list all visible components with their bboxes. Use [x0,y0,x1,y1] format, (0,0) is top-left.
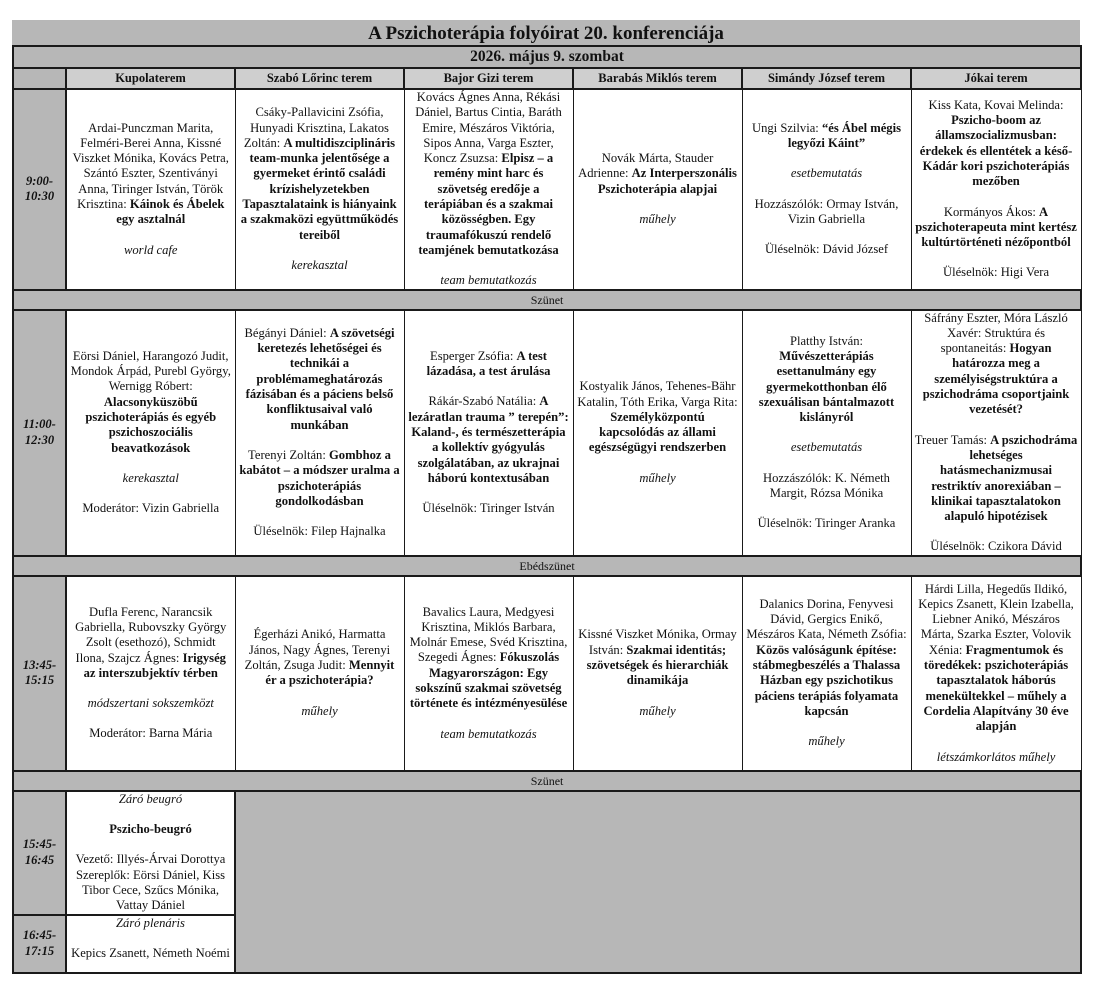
session-authors: Dufla Ferenc, Narancsik Gabriella, Rubovszky György Zsolt (esethozó), Schmidt Ilona, Szajcz Ágnes: [75,604,227,665]
chair: Üléselnök: Tiringer Aranka [757,516,896,531]
spacer [915,190,1078,205]
spacer [70,486,232,501]
session-authors: Dalanics Dorina, Fenyvesi Dávid, Gergics Enikő, Mészáros Kata, Németh Zsófia: [746,596,907,642]
time-label [13,791,66,915]
spacer [746,456,908,471]
room-header: Bajor Gizi terem [404,68,573,89]
spacer [746,501,908,516]
session-authors: Bavalics Laura, Medgyesi Krisztina, Miklós Barbara, Molnár Emese, Svéd Krisztina, Szegedi Ágnes: [409,604,568,665]
session-type: team bemutatkozás [440,726,537,741]
session-authors: Kovács Ágnes Anna, Rékási Dániel, Bartus Cintia, Baráth Emire, Mészáros Viktória, Sipos Anna, Varga Eszter, Koncz Zsuzsa: [415,90,562,166]
session-cell [911,576,1081,771]
schedule-table [12,45,1082,974]
spacer [239,689,401,704]
session-cell [573,310,742,556]
session-cell [573,576,742,771]
break-row [13,771,1081,791]
session-authors: Ungi Szilvia: [751,120,819,135]
session-type: műhely [639,212,676,227]
session-cell [404,89,573,290]
session-type: Záró plenáris [116,915,185,930]
session-title: A lezáratlan trauma ” terepén”: Kaland-, és természetterápia a kollektív gyógyulás szolgálatában, az ukrajnai háború kontextusában [408,394,569,485]
time-label [13,576,66,771]
spacer [239,509,401,524]
session-title: Hogyan határozza meg a személyiségstruktúra a pszichodráma csoportjaink vezetését? [922,341,1070,417]
break-label: Szünet [13,290,1081,310]
spacer [70,711,232,726]
session-cell [66,791,235,915]
spacer [915,250,1078,265]
session-cell [911,89,1081,290]
session-title: Személyközpontú kapcsolódás az állami egészségügyi rendszerben [588,409,727,455]
time-slot-row [13,310,1081,556]
spacer [915,418,1078,433]
time-slot-row [13,791,1081,915]
session-title: Az Interperszonális Pszichoterápia alapjai [597,166,737,196]
session-cell [66,915,235,973]
spacer [746,719,908,734]
session-authors: Esperger Zsófia: [430,348,514,363]
session-authors: Ardai-Punczman Marita, Felméri-Berei Anna, Kissné Viszket Mónika, Kovács Petra, Szántó Eszter, Szentiványi Anna, Tiringer István, Török Krisztina: [72,120,229,212]
room-header: Szabó Lőrinc terem [235,68,404,89]
break-label: Szünet [13,771,1081,791]
session-title: “és Ábel mégis legyőzi Káint” [787,120,902,151]
session-type: esetbemutatás [790,166,863,181]
session-title: Elpisz – a remény mint harc és szövetség eredője a terápiában és a szakmai közösségben. Egy traumafókuszú rendelő teamjének bemutatkozása [418,151,559,257]
program-document [12,20,1080,974]
session-cell [404,576,573,771]
session-title: A szövetségi keretezés lehetőségei és technikái a problémameghatározás fázisában és a páciens belső konfliktusaival való munkában [245,325,395,432]
spacer [577,689,739,704]
time-label [13,915,66,973]
time-slot-row [13,89,1081,290]
document-title: A Pszichoterápia folyóirat 20. konferenciája [12,20,1080,45]
discussants: Hozzászólók: Ormay István, Vizin Gabriella [754,196,899,227]
session-authors: Égerházi Anikó, Harmatta János, Nagy Ágnes, Terenyi Zoltán, Zsuga Judit: [244,627,391,673]
session-cell [235,310,404,556]
break-row [13,290,1081,310]
session-title: Művészetterápiás esettanulmány egy gyermekotthonban élő szexuálisan bántalmazott kislányról [758,348,895,425]
session-authors: Terenyi Zoltán: [248,447,326,462]
session-type: kerekasztal [291,257,348,272]
room-header: Simándy József terem [742,68,911,89]
empty-area [235,791,1081,973]
spacer [746,151,908,166]
spacer [408,258,570,273]
session-title: Mennyit ér a pszichoterápia? [265,658,395,688]
spacer [915,735,1078,750]
session-type: módszertani sokszemközt [87,696,214,711]
session-title: Fragmentumok és töredékek: pszichoterápiás tapasztalatok háborús menekültekkel – műhely a Cordelia Alapítvány 30 éve alapján [923,642,1069,734]
session-title: A test lázadása, a test árulása [426,348,551,379]
spacer [70,931,231,946]
session-title: A pszichoterapeuta mint kertész kultúrtörténeti nézőpontból [915,204,1077,250]
session-title: Fókuszolás Magyarországon: Egy sokszínű szakmai szövetség története és intézményesülése [409,650,568,711]
session-title: Irigység az interszubjektív térben [83,650,226,680]
corner-cell [13,68,66,89]
chair: Üléselnök: Filep Hajnalka [253,524,386,539]
room-header: Kupolaterem [66,68,235,89]
session-title: Szakmai identitás; szövetségek és hierarchiák dinamikája [586,642,729,688]
time-slot-row [13,576,1081,771]
session-authors: Kormányos Ákos: [943,204,1036,219]
spacer [70,807,231,822]
session-authors: Kostyalik János, Tehenes-Bähr Katalin, Tóth Erika, Varga Rita: [577,379,738,409]
spacer [408,486,570,501]
session-type: team bemutatkozás [440,273,537,288]
leader: Vezető: Illyés-Árvai Dorottya [75,852,226,867]
spacer [239,433,401,448]
date-row [13,46,1081,68]
spacer [239,243,401,258]
room-header-row [13,68,1081,89]
chair: Üléselnök: Dávid József [764,242,889,257]
session-title: A pszichodráma lehetséges hatásmechanizmusai restriktív anorexiában – klinikai tapasztalatokon alapuló hipotézisek [931,432,1078,524]
session-cell [573,89,742,290]
session-type: műhely [639,703,676,718]
chair: Üléselnök: Tiringer István [422,501,555,516]
session-cell [66,310,235,556]
session-title: Alacsonyküszöbű pszichoterápiás és egyéb pszichoszociális beavatkozások [85,394,217,455]
spacer [577,197,739,212]
session-authors: 11:00- 12:30 [23,417,56,447]
session-cell [742,310,911,556]
session-title: Közös valóságunk építése: stábmegbeszélés a Thalassa Házban egy pszichotikus páciens terápiás folyamata kapcsán [752,642,901,718]
spacer [915,524,1078,539]
time-label [13,89,66,290]
discussants: Hozzászólók: K. Németh Margit, Rózsa Mónika [763,470,890,501]
session-authors: Eörsi Dániel, Harangozó Judit, Mondok Árpád, Purebl György, Wernigg Róbert: [70,348,231,394]
session-authors: 13:45- 15:15 [22,657,57,688]
session-type: world cafe [123,242,178,257]
session-authors: 9:00- 10:30 [24,173,55,204]
chair: Üléselnök: Higi Vera [942,265,1050,280]
session-authors: 15:45- 16:45 [22,837,57,867]
spacer [70,837,231,852]
spacer [408,379,570,394]
session-title: Káinok és Ábelek egy asztalnál [116,197,225,227]
session-authors: Hárdi Lilla, Hegedűs Ildikó, Kepics Zsanett, Klein Izabella, Liebner Anikó, Mészáros Márta, Szarka Eszter, Volovik Xénia: [918,581,1074,657]
session-authors: Csáky-Pallavicini Zsófia, Hunyadi Krisztina, Lakatos Zoltán: [243,105,389,150]
session-authors: Bégányi Dániel: [244,325,327,340]
session-type: műhely [301,703,338,718]
chair: Moderátor: Vizin Gabriella [82,501,220,516]
session-title: Pszicho-boom az államszocializmusban: érdekek és ellentétek a késő-Kádár kori pszichoterápiás mezőben [919,113,1073,189]
spacer [70,456,232,471]
spacer [70,681,232,696]
date-label: 2026. május 9. szombat [13,46,1081,68]
room-header: Jókai terem [911,68,1081,89]
chair: Moderátor: Barna Mária [89,726,213,741]
session-cell [66,576,235,771]
session-cell [66,89,235,290]
session-cell [235,576,404,771]
session-title: Pszicho-beugró [109,822,192,837]
session-authors: Kissné Viszket Mónika, Ormay István: [578,627,737,657]
session-cell [235,89,404,290]
session-cell [404,310,573,556]
session-title: A multidiszciplináris team-munka jelentősége a gyermeket érintő családi krízishelyzetekben Tapasztalataink is hiányaink a szakmaközi együttműködés tereiből [240,135,399,242]
session-authors: Rákár-Szabó Natália: [428,394,537,409]
session-authors: Kiss Kata, Kovai Melinda: [928,97,1064,112]
session-authors: Novák Márta, Stauder Adrienne: [578,151,714,181]
cast: Szereplők: Eörsi Dániel, Kiss Tibor Cece, Szűcs Mónika, Vattay Dániel [76,867,225,913]
spacer [746,227,908,242]
spacer [746,425,908,440]
session-type: esetbemutatás [790,440,863,455]
session-authors: 16:45- 17:15 [22,928,57,958]
session-authors: Treuer Tamás: [914,432,987,447]
session-cell [911,310,1081,556]
session-title: Gombhoz a kabátot – a módszer uralma a pszichoterápiás gondolkodásban [239,447,400,508]
session-authors: Platthy István: [789,333,864,348]
spacer [577,456,739,471]
session-type: kerekasztal [122,470,179,485]
session-type: Záró beugró [118,791,183,806]
chair: Üléselnök: Czikora Dávid [930,539,1062,554]
break-label: Ebédszünet [13,556,1081,576]
session-type: műhely [639,470,676,485]
spacer [746,182,908,197]
session-cell [742,89,911,290]
session-type: létszámkorlátos műhely [936,749,1056,764]
spacer [408,712,570,727]
time-label [13,310,66,556]
session-authors: Sáfrány Eszter, Móra László Xavér: Struktúra és spontaneitás: [924,310,1068,356]
room-header: Barabás Miklós terem [573,68,742,89]
session-cell [742,576,911,771]
session-type: műhely [808,734,845,749]
break-row [13,556,1081,576]
spacer [70,228,232,243]
people: Kepics Zsanett, Németh Noémi [71,945,230,960]
